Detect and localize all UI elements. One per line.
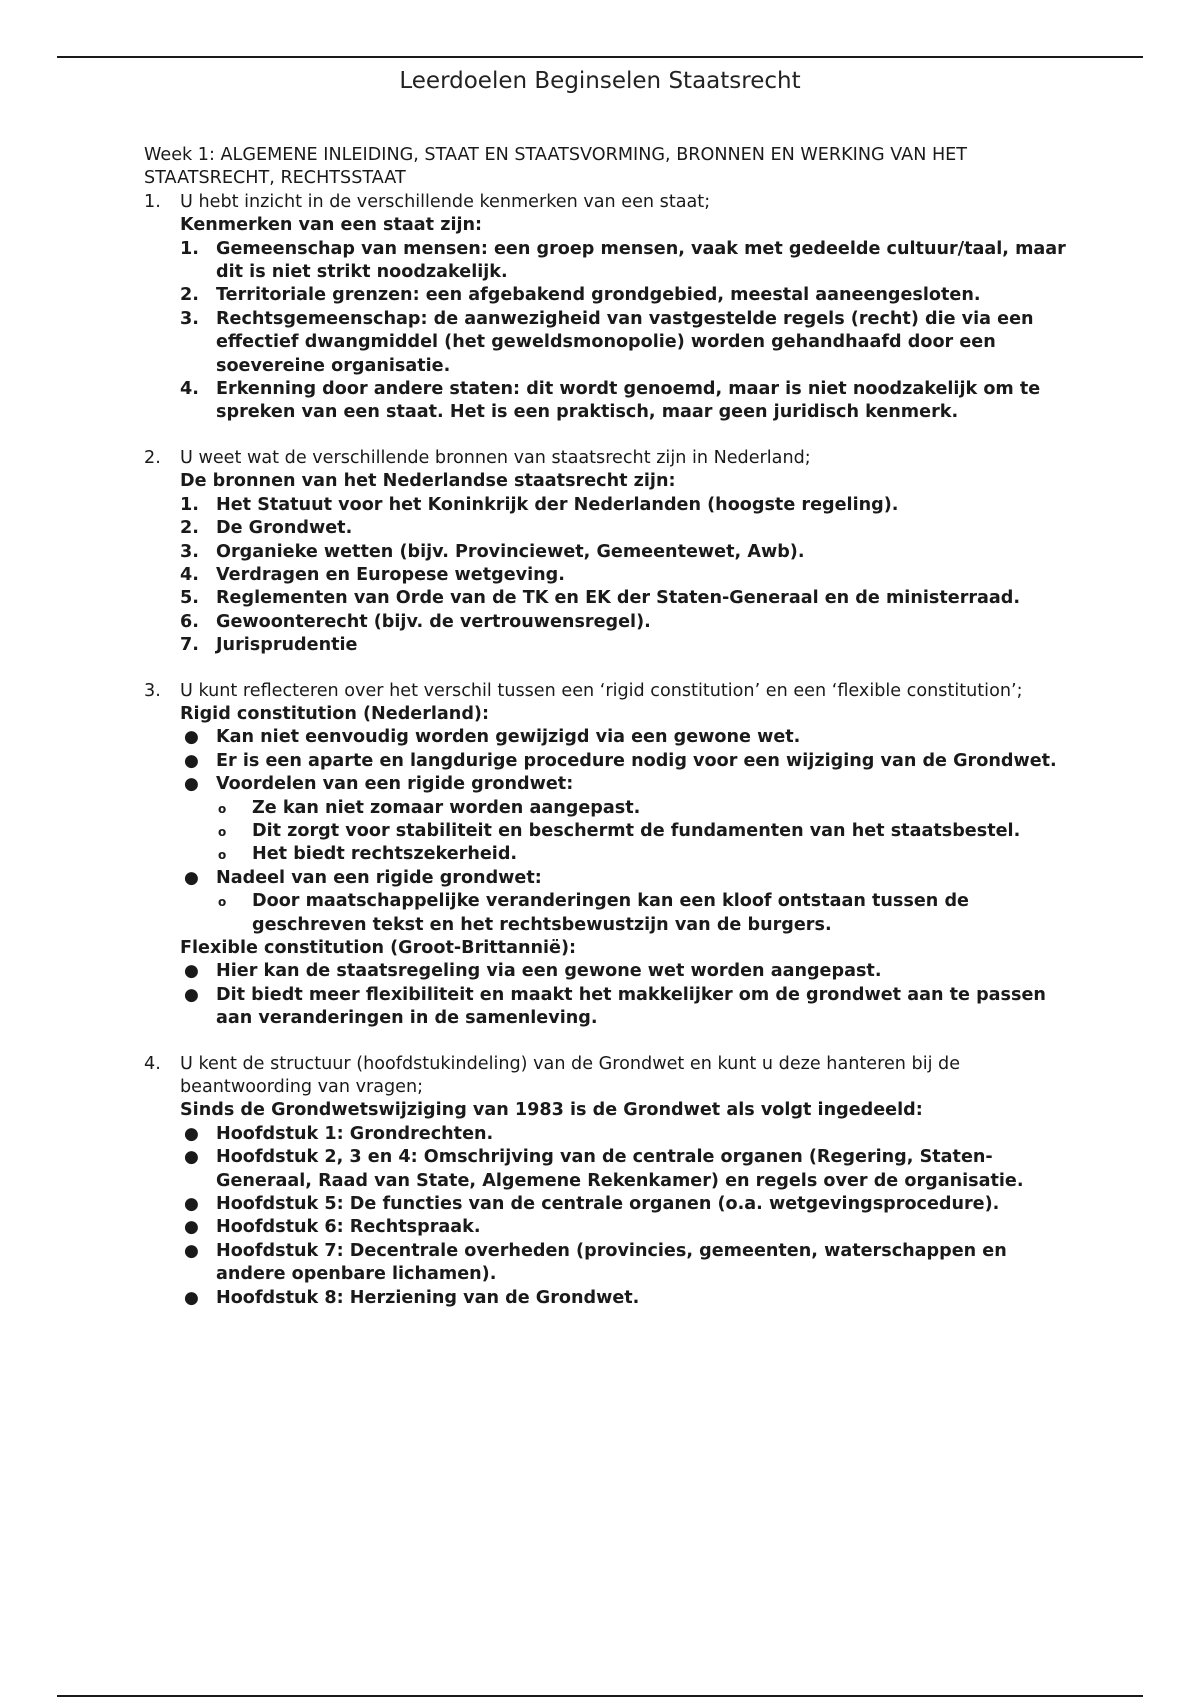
- bullet-icon: ●: [184, 1147, 199, 1168]
- bullet-icon: ●: [184, 1123, 199, 1144]
- learning-objective-1: [144, 191, 1074, 425]
- learning-objective-4: [144, 1053, 1074, 1310]
- bullet-icon: ●: [184, 750, 199, 771]
- objective-number: 3.: [144, 680, 161, 701]
- list-item: 4. Erkenning door andere staten: dit wordt genoemd, maar is niet noodzakelijk om te spreken van een staat. Het is een praktisch, maar geen juridisch kenmerk.: [180, 379, 1041, 423]
- bullet-list: [180, 726, 1074, 937]
- list-item: ● Hoofdstuk 1: Grondrechten.: [180, 1123, 1074, 1146]
- list-item: ● Nadeel van een rigide grondwet: o Door maatschappelijke veranderingen kan een kloof ontstaan tussen de geschreven tekst en het rechtsbewustzijn van de burgers.: [180, 867, 1074, 937]
- list-item: 2. Territoriale grenzen: een afgebakend grondgebied, meestal aaneengesloten.: [180, 285, 981, 306]
- answer-intro: Sinds de Grondwetswijziging van 1983 is de Grondwet als volgt ingedeeld:: [180, 1100, 923, 1121]
- answer-block: [180, 1099, 1074, 1310]
- circle-bullet-icon: o: [218, 848, 227, 863]
- bullet-icon: ●: [184, 867, 199, 888]
- numbered-list: [180, 238, 1074, 425]
- list-item: 3. Rechtsgemeenschap: de aanwezigheid van vastgestelde regels (recht) die via een effectief dwangmiddel (het geweldsmonopolie) worden gehandhaafd door een soevereine organisatie.: [180, 308, 1034, 376]
- rigid-constitution-heading: Rigid constitution (Nederland):: [180, 703, 489, 724]
- circle-bullet-icon: o: [218, 895, 227, 910]
- bullet-icon: ●: [184, 1287, 199, 1308]
- page-title: Leerdoelen Beginselen Staatsrecht: [399, 68, 801, 94]
- document-body: [144, 144, 1074, 1310]
- objective-text: U kunt reflecteren over het verschil tussen een ‘rigid constitution’ en een ‘flexible constitution’;: [180, 680, 1023, 701]
- list-item: o Dit zorgt voor stabiliteit en beschermt de fundamenten van het staatsbestel.: [216, 820, 1074, 843]
- learning-objective-3: [144, 680, 1074, 1031]
- bullet-list: [180, 1123, 1074, 1310]
- list-item: ● Hoofdstuk 5: De functies van de centrale organen (o.a. wetgevingsprocedure).: [180, 1193, 1074, 1216]
- bullet-icon: ●: [184, 984, 199, 1005]
- bullet-icon: ●: [184, 1240, 199, 1261]
- bullet-icon: ●: [184, 774, 199, 795]
- list-item: ● Kan niet eenvoudig worden gewijzigd via een gewone wet.: [180, 726, 1074, 749]
- list-item: ● Hoofdstuk 2, 3 en 4: Omschrijving van de centrale organen (Regering, Staten-Generaal, Raad van State, Algemene Rekenkamer) en regels over de organisatie.: [184, 1147, 1024, 1191]
- circle-bullet-icon: o: [218, 824, 227, 839]
- bullet-icon: ●: [184, 1217, 199, 1238]
- bullet-list: [180, 960, 1074, 1030]
- answer-intro: Kenmerken van een staat zijn:: [180, 215, 483, 236]
- list-item: o Door maatschappelijke veranderingen kan een kloof ontstaan tussen de geschreven tekst en het rechtsbewustzijn van de burgers.: [218, 891, 969, 935]
- list-item: o Ze kan niet zomaar worden aangepast.: [216, 797, 1074, 820]
- objective-text: U hebt inzicht in de verschillende kenmerken van een staat;: [180, 191, 711, 212]
- header-rule: [57, 56, 1143, 58]
- learning-objective-2: [144, 447, 1074, 658]
- circle-bullet-icon: o: [218, 801, 227, 816]
- sub-bullet-list: [216, 797, 1074, 867]
- list-item: 6. Gewoonterecht (bijv. de vertrouwensregel).: [180, 611, 651, 632]
- list-item: 2. De Grondwet.: [180, 518, 353, 539]
- list-item: 4. Verdragen en Europese wetgeving.: [180, 564, 565, 585]
- answer-intro: De bronnen van het Nederlandse staatsrecht zijn:: [180, 471, 676, 492]
- list-item: 1. Gemeenschap van mensen: een groep mensen, vaak met gedeelde cultuur/taal, maar dit is niet strikt noodzakelijk.: [180, 238, 1066, 283]
- list-item: ● Er is een aparte en langdurige procedure nodig voor een wijziging van de Grondwet.: [180, 750, 1074, 773]
- flexible-constitution-heading: Flexible constitution (Groot-Brittannië):: [180, 938, 577, 958]
- list-item: ● Hier kan de staatsregeling via een gewone wet worden aangepast.: [180, 960, 1074, 983]
- list-item: ● Hoofdstuk 8: Herziening van de Grondwet.: [180, 1287, 1074, 1310]
- week-heading: Week 1: ALGEMENE INLEIDING, STAAT EN STAATSVORMING, BRONNEN EN WERKING VAN HET STAATSRECHT, RECHTSSTAAT: [144, 145, 968, 189]
- bullet-icon: ●: [184, 727, 199, 748]
- objective-number: 4.: [144, 1053, 161, 1074]
- answer-block: [180, 214, 1074, 425]
- list-item: 3. Organieke wetten (bijv. Provinciewet, Gemeentewet, Awb).: [180, 541, 805, 562]
- answer-block: [180, 703, 1074, 1031]
- objective-text: U kent de structuur (hoofdstukindeling) van de Grondwet en kunt u deze hanteren bij de beantwoording van vragen;: [180, 1053, 961, 1098]
- objective-number: 2.: [144, 447, 161, 468]
- list-item: 5. Reglementen van Orde van de TK en EK der Staten-Generaal en de ministerraad.: [180, 588, 1021, 609]
- list-item: 1. Het Statuut voor het Koninkrijk der Nederlanden (hoogste regeling).: [180, 494, 899, 515]
- bullet-icon: ●: [184, 1194, 199, 1215]
- objective-number: 1.: [144, 191, 161, 212]
- footer-rule: [57, 1695, 1143, 1697]
- list-item: o Het biedt rechtszekerheid.: [216, 843, 1074, 866]
- list-item: 7. Jurisprudentie: [180, 635, 358, 656]
- list-item: ● Voordelen van een rigide grondwet: o Ze kan niet zomaar worden aangepast. o Dit zorgt voor stabiliteit en beschermt de fundamenten van het staatsbestel. o Het biedt rechtszekerheid.: [180, 773, 1074, 867]
- sub-bullet-list: [216, 890, 1074, 937]
- objective-text: U weet wat de verschillende bronnen van staatsrecht zijn in Nederland;: [180, 447, 811, 468]
- bullet-icon: ●: [184, 961, 199, 982]
- list-item: ● Hoofdstuk 7: Decentrale overheden (provincies, gemeenten, waterschappen en andere openbare lichamen).: [184, 1240, 1007, 1285]
- list-item: ● Hoofdstuk 6: Rechtspraak.: [180, 1216, 1074, 1239]
- numbered-list: [180, 494, 1074, 658]
- answer-block: [180, 470, 1074, 657]
- list-item: ● Dit biedt meer flexibiliteit en maakt het makkelijker om de grondwet aan te passen aan veranderingen in de samenleving.: [184, 984, 1046, 1029]
